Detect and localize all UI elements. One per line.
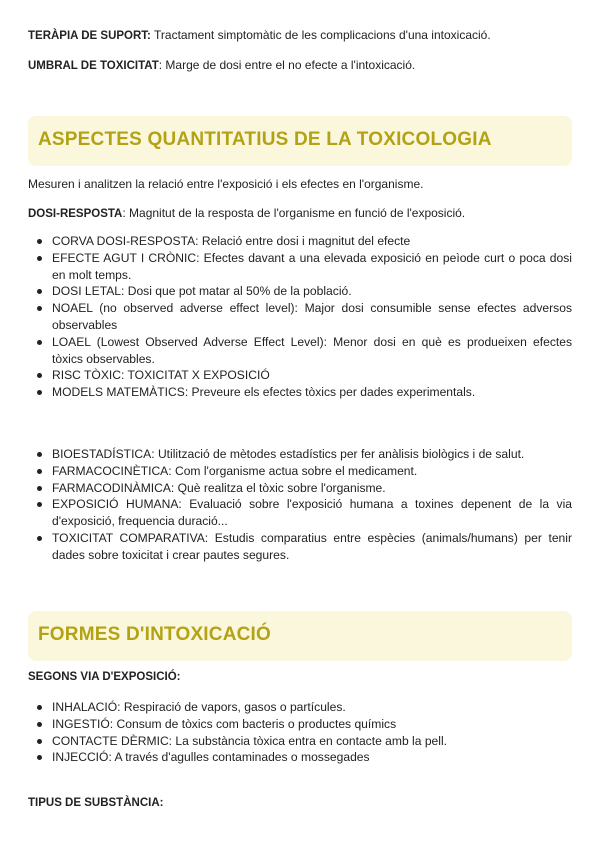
bullet-icon xyxy=(37,340,42,345)
subheading-via-exposicio: SEGONS VIA D'EXPOSICIÓ: xyxy=(28,671,181,683)
bullet-icon xyxy=(37,502,42,507)
term-terapia: TERÀPIA DE SUPORT: xyxy=(28,30,151,42)
section-lead: Mesuren i analitzen la relació entre l'exposició i els efectes en l'organisme. xyxy=(28,177,424,191)
list-item: CORVA DOSI-RESPOSTA: Relació entre dosi i magnitut del efecte xyxy=(28,233,572,250)
def-umbral: : Marge de dosi entre el no efecte a l'intoxicació. xyxy=(158,58,416,72)
list-item: TOXICITAT COMPARATIVA: Estudis comparatius entre espècies (animals/humans) per tenir dades sobre toxicitat i crear pautes segures. xyxy=(28,530,572,564)
bullet-icon xyxy=(37,289,42,294)
quantitative-list-1 xyxy=(28,233,572,401)
bullet-icon xyxy=(37,306,42,311)
exposure-route-list xyxy=(28,699,572,766)
bullet-icon xyxy=(37,536,42,541)
def-terapia: Tractament simptomàtic de les complicacions d'una intoxicació. xyxy=(150,28,491,42)
term-dosi-resposta: DOSI-RESPOSTA xyxy=(28,208,123,220)
bullet-icon xyxy=(37,705,42,710)
definition-terapia xyxy=(28,28,574,44)
list-item: BIOESTADÍSTICA: Utilització de mètodes estadístics per fer anàlisis biològics i de salut. xyxy=(28,446,572,463)
list-item: EFECTE AGUT I CRÒNIC: Efectes davant a una elevada exposició en peìode curt o poca dosi en molt temps. xyxy=(28,250,572,284)
list-item: CONTACTE DÈRMIC: La substància tòxica entra en contacte amb la pell. xyxy=(28,733,572,750)
list-item: EXPOSICIÓ HUMANA: Evaluació sobre l'exposició humana a toxines depenent de la via d'exposició, frequencia duració... xyxy=(28,496,572,530)
list-item: MODELS MATEMÀTICS: Preveure els efectes tòxics per dades experimentals. xyxy=(28,384,572,401)
list-item: FARMACOCINÈTICA: Com l'organisme actua sobre el medicament. xyxy=(28,463,572,480)
section-title-quantitative: ASPECTES QUANTITATIUS DE LA TOXICOLOGIA xyxy=(38,129,492,150)
list-item: NOAEL (no observed adverse effect level): Major dosi consumible sense efectes adversos observables xyxy=(28,300,572,334)
definition-dosi-resposta xyxy=(28,206,574,222)
bullet-icon xyxy=(37,256,42,261)
quantitative-list-2 xyxy=(28,446,572,564)
bullet-icon xyxy=(37,373,42,378)
definition-umbral xyxy=(28,58,574,74)
bullet-icon xyxy=(37,452,42,457)
def-dosi-resposta: : Magnitut de la resposta de l'organisme en funció de l'exposició. xyxy=(122,206,466,220)
bullet-icon xyxy=(37,486,42,491)
list-item: DOSI LETAL: Dosi que pot matar al 50% de la població. xyxy=(28,283,572,300)
bullet-icon xyxy=(37,722,42,727)
bullet-icon xyxy=(37,739,42,744)
bullet-icon xyxy=(37,390,42,395)
subheading-tipus-substancia: TIPUS DE SUBSTÀNCIA: xyxy=(28,797,164,809)
list-item: INHALACIÓ: Respiració de vapors, gasos o partícules. xyxy=(28,699,572,716)
list-item: INJECCIÓ: A través d'agulles contaminades o mossegades xyxy=(28,749,572,766)
list-item: LOAEL (Lowest Observed Adverse Effect Level): Menor dosi en què es produeixen efectes tòxics observables. xyxy=(28,334,572,368)
section-heading-quantitative xyxy=(28,116,572,166)
bullet-icon xyxy=(37,239,42,244)
term-umbral: UMBRAL DE TOXICITAT xyxy=(28,60,159,72)
bullet-icon xyxy=(37,755,42,760)
section-title-intoxication: FORMES D'INTOXICACIÓ xyxy=(38,624,272,645)
bullet-icon xyxy=(37,469,42,474)
list-item: FARMACODINÀMICA: Què realitza el tòxic sobre l'organisme. xyxy=(28,480,572,497)
list-item: INGESTIÓ: Consum de tòxics com bacteris o productes químics xyxy=(28,716,572,733)
list-item: RISC TÒXIC: TOXICITAT X EXPOSICIÓ xyxy=(28,367,572,384)
section-heading-intoxication xyxy=(28,611,572,661)
